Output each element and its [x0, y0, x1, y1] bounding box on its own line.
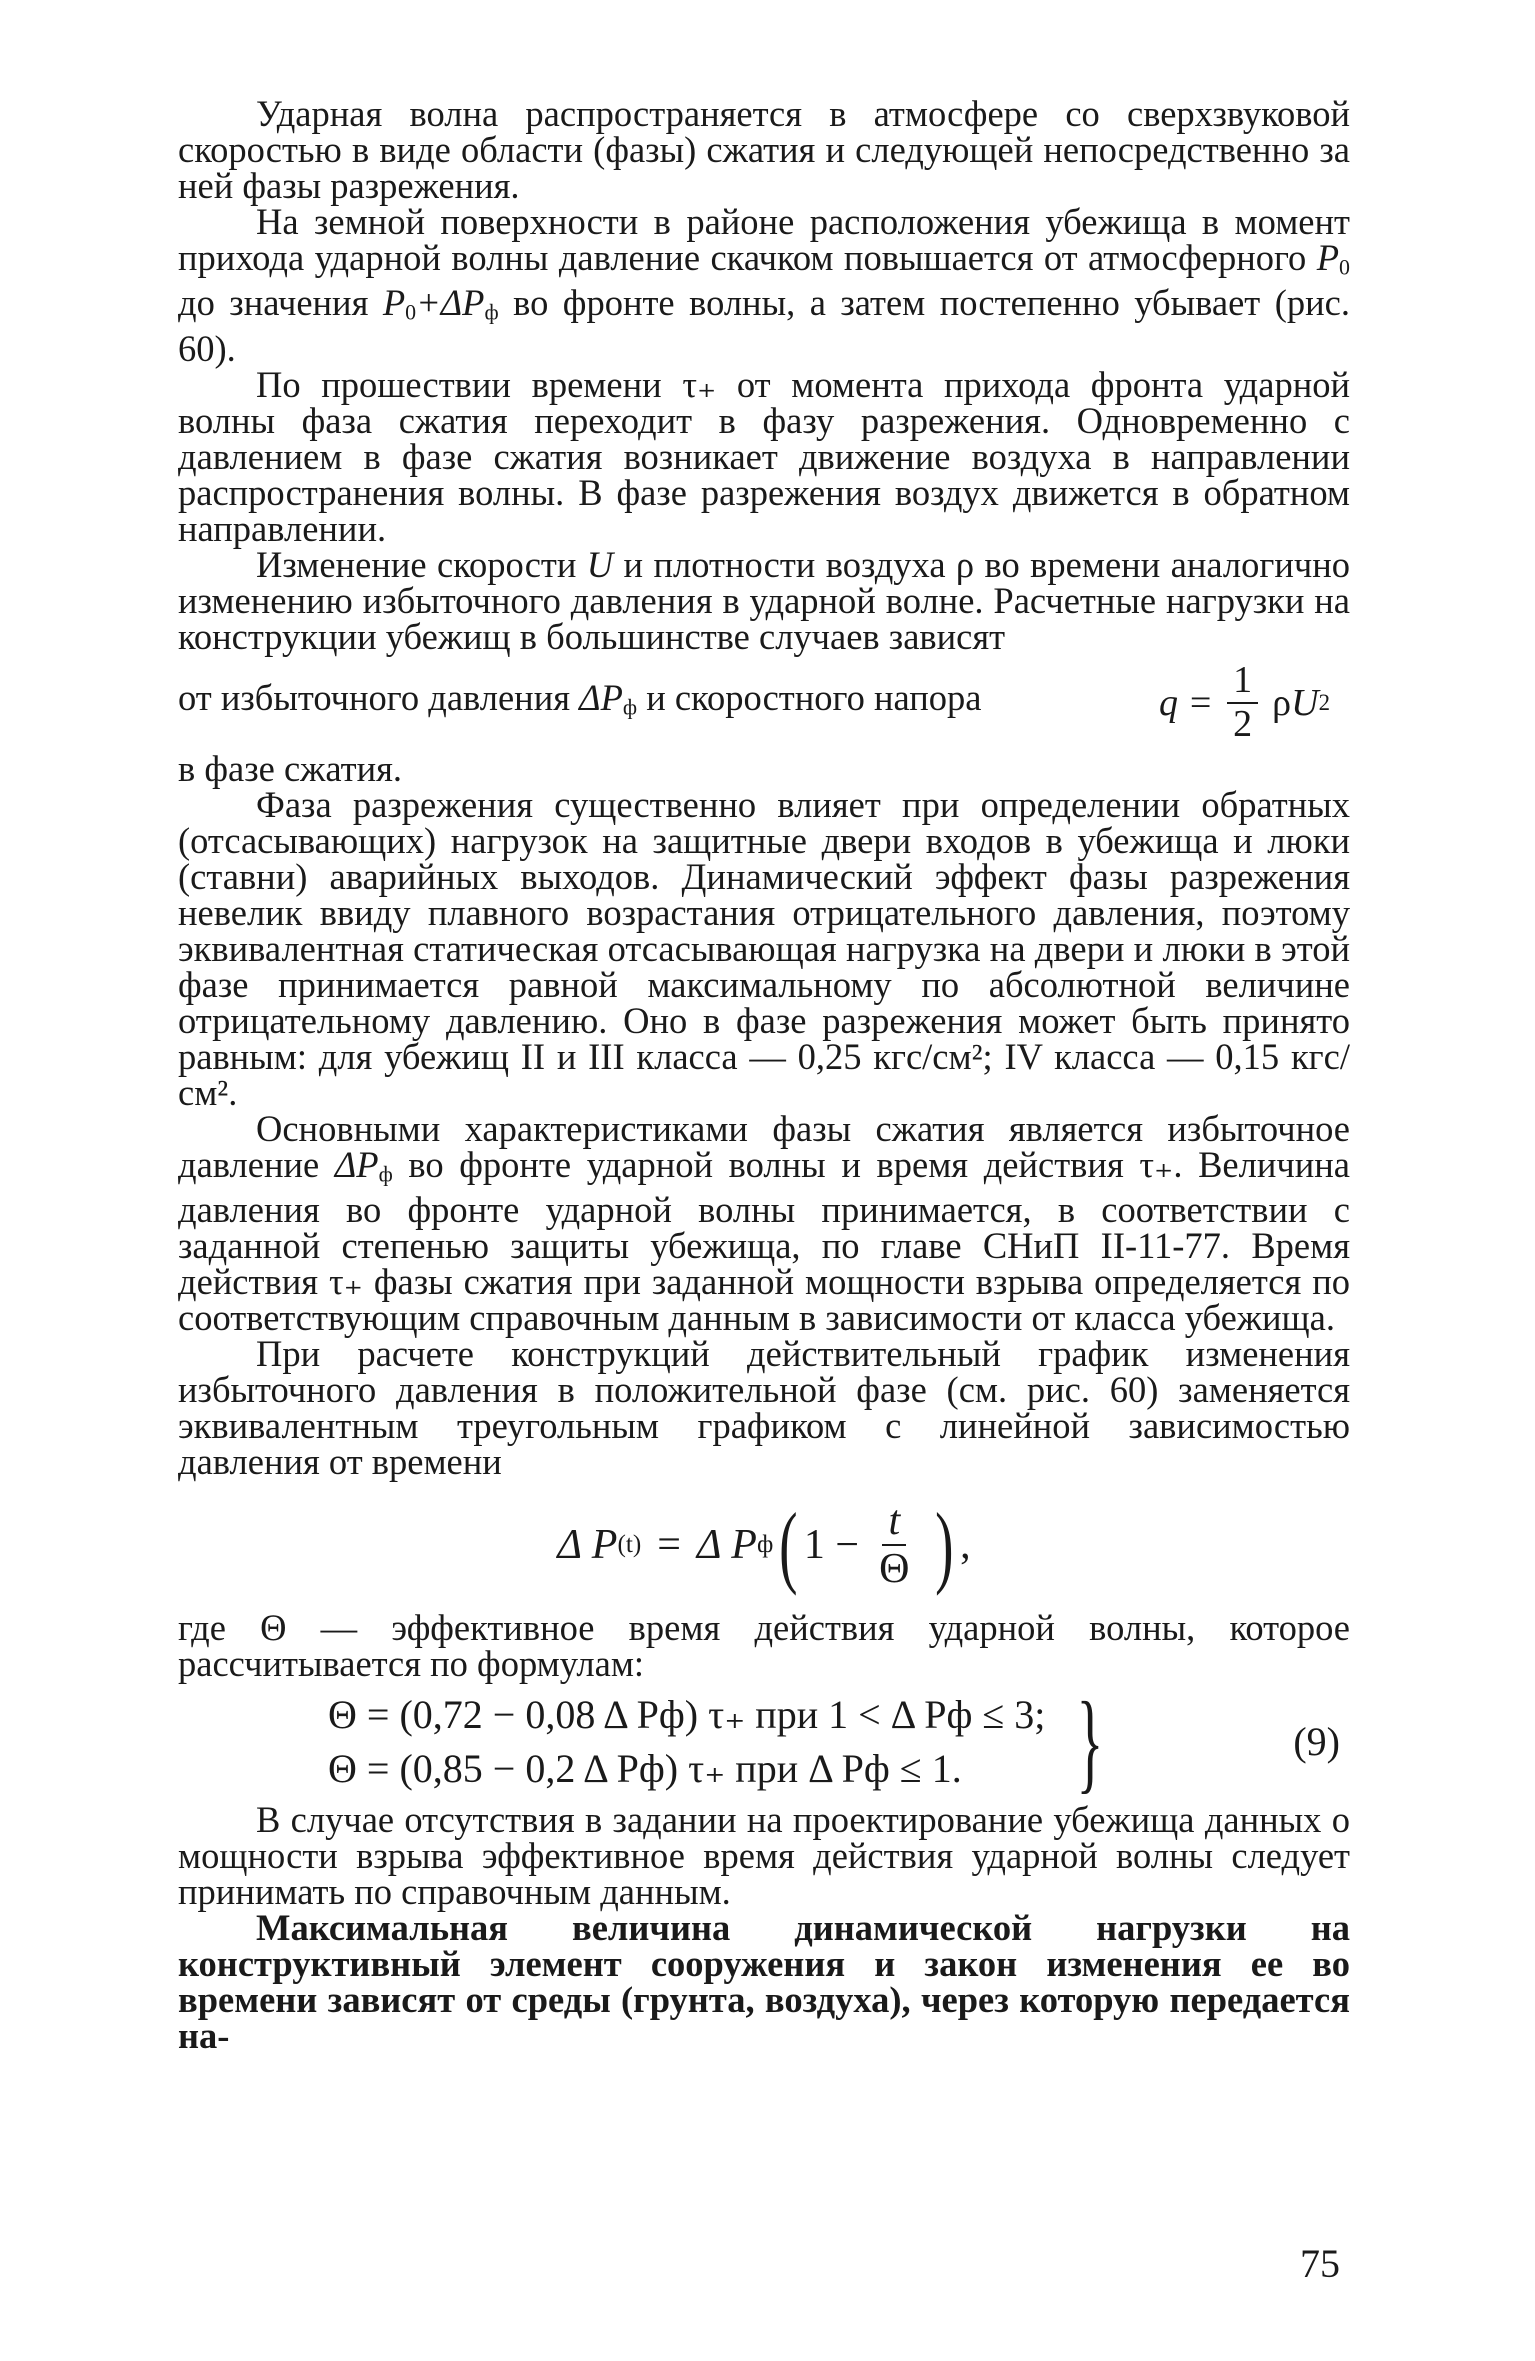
- paragraph-4: Изменение скорости U и плотности воздуха ρ во времени аналогично изменению избыточного давления в ударной волне. Расчетные нагрузки на конструкции убежищ в большинстве случаев зависят: [178, 543, 1350, 657]
- formula-velocity-head: q = $\frac{1}{2}$ ρ U 2: [1159, 658, 1330, 745]
- formula-system-9: [178, 1680, 1350, 1805]
- page-number: 75: [1300, 2241, 1340, 2286]
- paragraph-5: Фаза разрежения существенно влияет при определении обратных (отсасывающих) нагрузок на защитные двери входов в убежища и люки (ставни) аварийных выходов. Динамический эффект фазы разрежения невелик ввиду плавного возрастания отрицательного давления, поэтому эквивалентная статическая отсасывающая нагрузка на двери и люки в этой фазе принимается равной максимальному по абсолютной величине отрицательному давлению. Оно в фазе разрежения может быть принято равным: для убежищ II и III класса — 0,25 кгс/см²; IV класса — 0,15 кгс/см².: [178, 783, 1350, 1113]
- paragraph-10: Максимальная величина динамической нагрузки на конструктивный элемент сооружения и закон изменения ее во времени зависят от среды (грунта, воздуха), через которую передается на-: [178, 1907, 1350, 2057]
- paragraph-2: На земной поверхности в районе расположения убежища в момент прихода ударной волны давление скачком повышается от атмосферного $P_0$ до значения $P_0+\Delta P_ф$ во фронте волны, а затем постепенно убывает (рис. 60).: [178, 201, 1350, 369]
- fraction-t-theta: $\frac{t}{\Theta}$: [879, 1497, 910, 1593]
- paragraph-3: По прошествии времени τ₊ от момента прихода фронта ударной волны фаза сжатия переходит в фазу разрежения. Одновременно с давлением в фазе сжатия возникает движение воздуха в направлении распространения волны. В фазе разрежения воздух движется в обратном направлении.: [178, 363, 1351, 549]
- paragraph-7: При расчете конструкций действительный график изменения избыточного давления в положительной фазе (см. рис. 60) заменяется эквивалентным треугольным графиком с линейной зависимостью давления от времени: [178, 1333, 1350, 1483]
- paragraph-4-end: в фазе сжатия.: [178, 747, 403, 789]
- velocity-head-row: от избыточного давления $\Delta P_ф$ и скоростного напора q = $\frac{1}{2}$ ρ U 2: [178, 658, 1330, 745]
- fraction-one-half: $\frac{1}{2}$: [1227, 660, 1258, 746]
- right-brace: }: [1076, 1680, 1104, 1805]
- paragraph-1: Ударная волна распространяется в атмосфере со сверхзвуковой скоростью в виде области (фазы) сжатия и следующей непосредственно за ней фазы разрежения.: [178, 93, 1350, 206]
- theta-formula-line-1: Θ = (0,72 − 0,08 Δ Pф) τ₊ при 1 < Δ Pф ≤ 3;: [328, 1692, 1046, 1738]
- paragraph-8: где Θ — эффективное время действия ударной волны, которое рассчитывается по формулам:: [178, 1607, 1350, 1685]
- equation-number: (9): [1293, 1719, 1340, 1765]
- theta-formula-line-2: Θ = (0,85 − 0,2 Δ Pф) τ₊ при Δ Pф ≤ 1.: [328, 1746, 962, 1792]
- paragraph-9: В случае отсутствия в задании на проектирование убежища данных о мощности взрыва эффективное время действия ударной волны следует принимать по справочным данным.: [178, 1799, 1350, 1913]
- formula-pressure-decay: Δ P (t) = Δ P ф ( 1 − $\frac{t}{\Theta}$ ) ,: [557, 1494, 971, 1597]
- main-text: [178, 93, 1351, 2057]
- paragraph-6: Основными характеристиками фазы сжатия является избыточное давление $\Delta P_ф$ во фронте ударной волны и время действия τ₊. Величина давления во фронте ударной волны принимается, в соответствии с заданной степенью защиты убежища, по главе СНиП II-11-77. Время действия τ₊ фазы сжатия при заданной мощности взрыва определяется по соответствующим справочным данным в зависимости от класса убежища.: [178, 1107, 1351, 1339]
